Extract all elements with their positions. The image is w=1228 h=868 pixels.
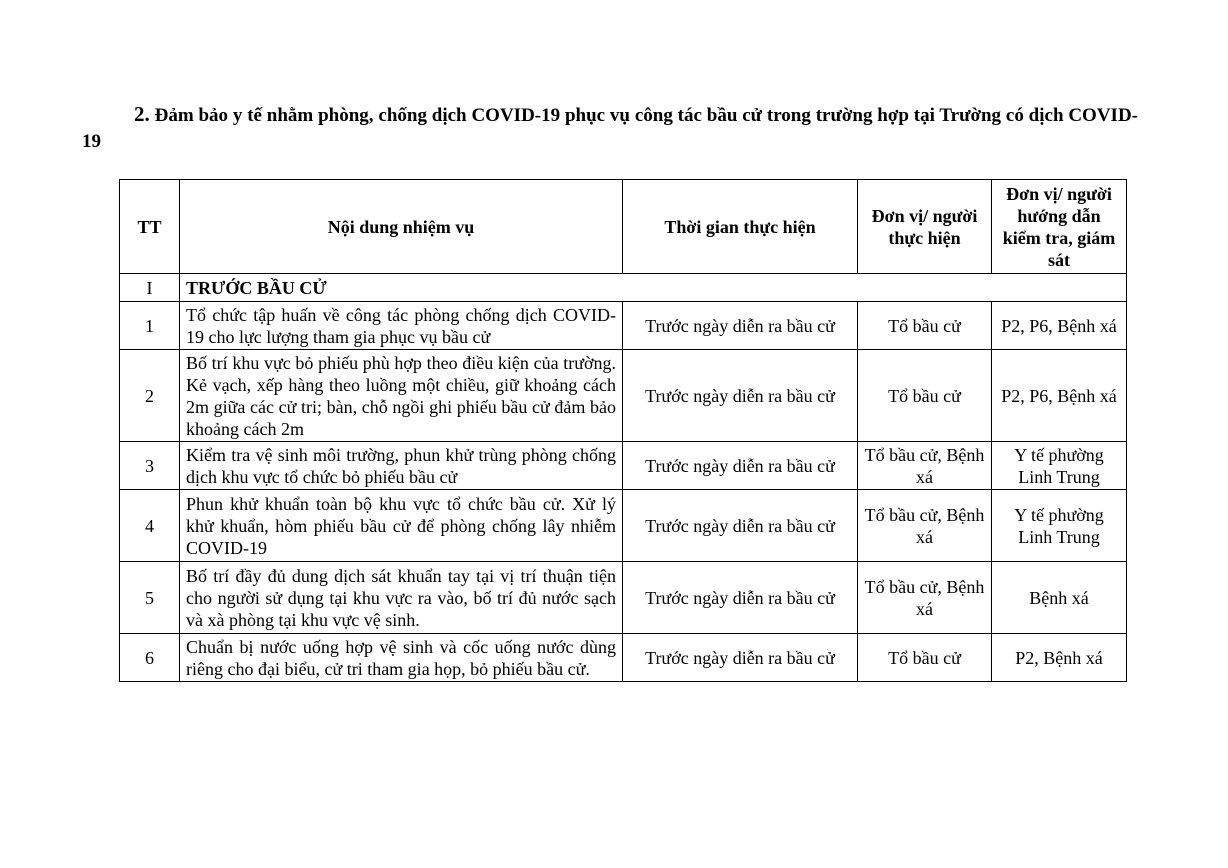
row-supervisor: Bệnh xá <box>992 562 1127 634</box>
row-content: Tổ chức tập huấn về công tác phòng chống dịch COVID-19 cho lực lượng tham gia phục vụ bầu cử <box>180 302 623 350</box>
row-tt: 6 <box>120 634 180 682</box>
row-time: Trước ngày diễn ra bầu cử <box>623 562 858 634</box>
group-row <box>120 274 1127 302</box>
row-content: Bố trí đầy đủ dung dịch sát khuẩn tay tại vị trí thuận tiện cho người sử dụng tại khu vực ra vào, bố trí đủ nước sạch và xà phòng tại khu vực vệ sinh. <box>180 562 623 634</box>
row-supervisor: P2, P6, Bệnh xá <box>992 302 1127 350</box>
table-row <box>120 442 1127 490</box>
table-row <box>120 634 1127 682</box>
row-tt: 4 <box>120 490 180 562</box>
header-supervisor: Đơn vị/ người hướng dẫn kiểm tra, giám sát <box>992 180 1127 274</box>
table-row <box>120 490 1127 562</box>
row-time: Trước ngày diễn ra bầu cử <box>623 442 858 490</box>
row-unit: Tổ bầu cử <box>858 350 992 442</box>
row-time: Trước ngày diễn ra bầu cử <box>623 302 858 350</box>
row-time: Trước ngày diễn ra bầu cử <box>623 634 858 682</box>
row-content: Chuẩn bị nước uống hợp vệ sinh và cốc uống nước dùng riêng cho đại biểu, cử tri tham gia họp, bỏ phiếu bầu cử. <box>180 634 623 682</box>
header-content: Nội dung nhiệm vụ <box>180 180 623 274</box>
header-unit: Đơn vị/ người thực hiện <box>858 180 992 274</box>
table-header-row <box>120 180 1127 274</box>
section-number: 2. <box>134 102 150 126</box>
header-time: Thời gian thực hiện <box>623 180 858 274</box>
row-content: Phun khử khuẩn toàn bộ khu vực tổ chức bầu cử. Xử lý khử khuẩn, hòm phiếu bầu cử để phòng chống lây nhiễm COVID-19 <box>180 490 623 562</box>
group-tt: I <box>120 274 180 302</box>
row-supervisor: P2, P6, Bệnh xá <box>992 350 1127 442</box>
header-tt: TT <box>120 180 180 274</box>
row-supervisor: Y tế phường Linh Trung <box>992 490 1127 562</box>
section-heading <box>82 101 1138 155</box>
row-supervisor: Y tế phường Linh Trung <box>992 442 1127 490</box>
table-row <box>120 302 1127 350</box>
row-tt: 3 <box>120 442 180 490</box>
row-unit: Tổ bầu cử, Bệnh xá <box>858 490 992 562</box>
row-tt: 2 <box>120 350 180 442</box>
row-time: Trước ngày diễn ra bầu cử <box>623 490 858 562</box>
table-row <box>120 562 1127 634</box>
row-unit: Tổ bầu cử <box>858 302 992 350</box>
row-unit: Tổ bầu cử <box>858 634 992 682</box>
row-time: Trước ngày diễn ra bầu cử <box>623 350 858 442</box>
row-tt: 5 <box>120 562 180 634</box>
table-row <box>120 350 1127 442</box>
group-label: TRƯỚC BẦU CỬ <box>180 274 1127 302</box>
row-content: Kiểm tra vệ sinh môi trường, phun khử trùng phòng chống dịch khu vực tổ chức bỏ phiếu bầu cử <box>180 442 623 490</box>
row-unit: Tổ bầu cử, Bệnh xá <box>858 562 992 634</box>
row-supervisor: P2, Bệnh xá <box>992 634 1127 682</box>
task-table <box>119 179 1127 682</box>
row-content: Bố trí khu vực bỏ phiếu phù hợp theo điều kiện của trường. Kẻ vạch, xếp hàng theo luồng một chiều, giữ khoảng cách 2m giữa các cử tri; bàn, chỗ ngồi ghi phiếu bầu cử đảm bảo khoảng cách 2m <box>180 350 623 442</box>
section-title: Đảm bảo y tế nhằm phòng, chống dịch COVID-19 phục vụ công tác bầu cử trong trường hợp tại Trường có dịch COVID-19 <box>82 105 1139 152</box>
row-tt: 1 <box>120 302 180 350</box>
row-unit: Tổ bầu cử, Bệnh xá <box>858 442 992 490</box>
